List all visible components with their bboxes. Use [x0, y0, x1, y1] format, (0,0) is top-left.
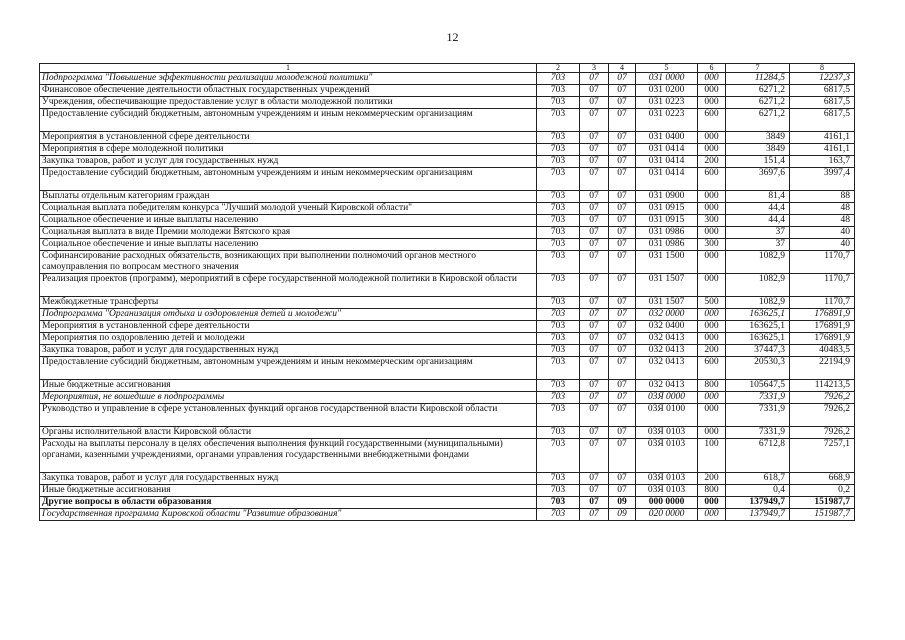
- cell-amount-year2: 7926,2: [790, 392, 855, 404]
- cell-expense-type: 000: [698, 404, 726, 427]
- cell-amount-year1: 1082,9: [726, 297, 790, 309]
- cell-expense-type: 000: [698, 274, 726, 297]
- table-row: [40, 427, 855, 439]
- row-name: Другие вопросы в области образования: [40, 497, 537, 509]
- cell-expense-type: 000: [698, 73, 726, 85]
- cell-target-article: 03Я 0000: [636, 392, 698, 404]
- cell-amount-year1: 3849: [726, 132, 790, 144]
- cell-section: 07: [580, 345, 609, 357]
- cell-target-article: 031 0000: [636, 73, 698, 85]
- cell-amount-year2: 1170,7: [790, 274, 855, 297]
- cell-target-article: 032 0413: [636, 333, 698, 345]
- table-row: [40, 404, 855, 427]
- cell-code-admin: 703: [537, 132, 580, 144]
- row-name: Выплаты отдельным категориям граждан: [40, 191, 537, 203]
- cell-target-article: 031 0223: [636, 109, 698, 132]
- cell-code-admin: 703: [537, 321, 580, 333]
- row-name: Мероприятия в установленной сфере деятельности: [40, 132, 537, 144]
- table-row: [40, 156, 855, 168]
- cell-expense-type: 300: [698, 239, 726, 251]
- cell-target-article: 020 0000: [636, 509, 698, 521]
- cell-target-article: 031 0414: [636, 156, 698, 168]
- cell-subsection: 07: [609, 357, 636, 380]
- cell-code-admin: 703: [537, 427, 580, 439]
- cell-subsection: 07: [609, 427, 636, 439]
- cell-amount-year1: 44,4: [726, 215, 790, 227]
- cell-code-admin: 703: [537, 473, 580, 485]
- cell-amount-year2: 668,9: [790, 473, 855, 485]
- cell-amount-year2: 151987,7: [790, 497, 855, 509]
- row-name: Финансовое обеспечение деятельности областных государственных учреждений: [40, 85, 537, 97]
- cell-section: 07: [580, 239, 609, 251]
- cell-amount-year1: 6271,2: [726, 85, 790, 97]
- cell-code-admin: 703: [537, 144, 580, 156]
- cell-target-article: 031 0400: [636, 132, 698, 144]
- cell-amount-year2: 88: [790, 191, 855, 203]
- header-row: [40, 64, 855, 73]
- table-row: [40, 85, 855, 97]
- cell-section: 07: [580, 203, 609, 215]
- row-name: Мероприятия по оздоровлению детей и молодежи: [40, 333, 537, 345]
- cell-target-article: 032 0413: [636, 380, 698, 392]
- row-name: Социальное обеспечение и иные выплаты населению: [40, 239, 537, 251]
- cell-amount-year1: 7331,9: [726, 404, 790, 427]
- cell-section: 07: [580, 168, 609, 191]
- cell-subsection: 07: [609, 97, 636, 109]
- row-name: Предоставление субсидий бюджетным, автономным учреждениям и иным некоммерческим организациям: [40, 168, 537, 191]
- cell-amount-year1: 37: [726, 239, 790, 251]
- table-row: [40, 274, 855, 297]
- cell-subsection: 07: [609, 203, 636, 215]
- cell-amount-year1: 163625,1: [726, 333, 790, 345]
- row-name: Подпрограмма "Организация отдыха и оздоровления детей и молодежи": [40, 309, 537, 321]
- cell-amount-year2: 114213,5: [790, 380, 855, 392]
- cell-expense-type: 000: [698, 509, 726, 521]
- cell-expense-type: 000: [698, 497, 726, 509]
- cell-amount-year2: 1170,7: [790, 251, 855, 274]
- cell-subsection: 09: [609, 497, 636, 509]
- table-row: [40, 333, 855, 345]
- row-name: Мероприятия в сфере молодежной политики: [40, 144, 537, 156]
- cell-expense-type: 300: [698, 215, 726, 227]
- cell-section: 07: [580, 251, 609, 274]
- cell-code-admin: 703: [537, 191, 580, 203]
- cell-amount-year1: 163625,1: [726, 321, 790, 333]
- cell-section: 07: [580, 97, 609, 109]
- cell-subsection: 07: [609, 321, 636, 333]
- cell-amount-year2: 0,2: [790, 485, 855, 497]
- cell-section: 07: [580, 132, 609, 144]
- row-name: Иные бюджетные ассигнования: [40, 485, 537, 497]
- table-row: [40, 132, 855, 144]
- cell-code-admin: 703: [537, 109, 580, 132]
- cell-code-admin: 703: [537, 497, 580, 509]
- table-row: [40, 380, 855, 392]
- cell-subsection: 07: [609, 132, 636, 144]
- cell-amount-year2: 176891,9: [790, 309, 855, 321]
- cell-subsection: 07: [609, 109, 636, 132]
- cell-section: 07: [580, 109, 609, 132]
- cell-section: 07: [580, 85, 609, 97]
- row-name: Предоставление субсидий бюджетным, автономным учреждениям и иным некоммерческим организациям: [40, 109, 537, 132]
- row-name: Иные бюджетные ассигнования: [40, 380, 537, 392]
- cell-amount-year1: 105647,5: [726, 380, 790, 392]
- row-name: Руководство и управление в сфере установленных функций органов государственной власти Кировской области: [40, 404, 537, 427]
- cell-amount-year2: 7926,2: [790, 404, 855, 427]
- cell-code-admin: 703: [537, 357, 580, 380]
- header-cell: 6: [698, 64, 726, 73]
- cell-amount-year1: 151,4: [726, 156, 790, 168]
- cell-target-article: 031 0915: [636, 215, 698, 227]
- cell-target-article: 032 0413: [636, 357, 698, 380]
- row-name: Реализация проектов (программ), мероприятий в сфере государственной молодежной политики в Кировской области: [40, 274, 537, 297]
- cell-expense-type: 600: [698, 168, 726, 191]
- cell-target-article: 031 0223: [636, 97, 698, 109]
- cell-section: 07: [580, 509, 609, 521]
- cell-target-article: 000 0000: [636, 497, 698, 509]
- cell-subsection: 07: [609, 392, 636, 404]
- cell-amount-year1: 6712,8: [726, 439, 790, 473]
- cell-subsection: 07: [609, 239, 636, 251]
- table-row: [40, 392, 855, 404]
- cell-expense-type: 000: [698, 144, 726, 156]
- cell-amount-year2: 176891,9: [790, 321, 855, 333]
- cell-target-article: 03Я 0103: [636, 485, 698, 497]
- cell-target-article: 031 1507: [636, 274, 698, 297]
- row-name: Софинансирование расходных обязательств, возникающих при выполнении полномочий органов местного самоуправления по вопросам местного значения: [40, 251, 537, 274]
- cell-target-article: 031 0414: [636, 144, 698, 156]
- cell-subsection: 07: [609, 274, 636, 297]
- table-row: [40, 297, 855, 309]
- row-name: Закупка товаров, работ и услуг для государственных нужд: [40, 345, 537, 357]
- cell-amount-year2: 4161,1: [790, 144, 855, 156]
- cell-subsection: 07: [609, 227, 636, 239]
- cell-code-admin: 703: [537, 203, 580, 215]
- cell-expense-type: 200: [698, 345, 726, 357]
- cell-amount-year1: 7331,9: [726, 392, 790, 404]
- cell-amount-year1: 20530,3: [726, 357, 790, 380]
- cell-subsection: 07: [609, 215, 636, 227]
- row-name: Межбюджетные трансферты: [40, 297, 537, 309]
- cell-expense-type: 000: [698, 85, 726, 97]
- cell-expense-type: 000: [698, 132, 726, 144]
- cell-amount-year1: 81,4: [726, 191, 790, 203]
- cell-code-admin: 703: [537, 380, 580, 392]
- cell-target-article: 031 1500: [636, 251, 698, 274]
- cell-amount-year1: 11284,5: [726, 73, 790, 85]
- header-cell: 2: [537, 64, 580, 73]
- table-row: [40, 215, 855, 227]
- cell-section: 07: [580, 73, 609, 85]
- cell-amount-year2: 6817,5: [790, 85, 855, 97]
- cell-expense-type: 800: [698, 380, 726, 392]
- table-row: [40, 509, 855, 521]
- cell-code-admin: 703: [537, 156, 580, 168]
- cell-target-article: 031 0986: [636, 227, 698, 239]
- header-cell: 4: [609, 64, 636, 73]
- cell-amount-year1: 618,7: [726, 473, 790, 485]
- cell-code-admin: 703: [537, 274, 580, 297]
- cell-amount-year2: 1170,7: [790, 297, 855, 309]
- cell-subsection: 07: [609, 297, 636, 309]
- table-row: [40, 239, 855, 251]
- cell-subsection: 07: [609, 191, 636, 203]
- row-name: Социальная выплата в виде Премии молодежи Вятского края: [40, 227, 537, 239]
- row-name: Органы исполнительной власти Кировской области: [40, 427, 537, 439]
- cell-expense-type: 000: [698, 333, 726, 345]
- header-cell: 3: [580, 64, 609, 73]
- cell-subsection: 07: [609, 85, 636, 97]
- row-name: Предоставление субсидий бюджетным, автономным учреждениям и иным некоммерческим организациям: [40, 357, 537, 380]
- cell-target-article: 031 0915: [636, 203, 698, 215]
- cell-subsection: 07: [609, 168, 636, 191]
- table-row: [40, 97, 855, 109]
- cell-expense-type: 600: [698, 109, 726, 132]
- cell-code-admin: 703: [537, 345, 580, 357]
- cell-amount-year1: 163625,1: [726, 309, 790, 321]
- cell-code-admin: 703: [537, 404, 580, 427]
- cell-subsection: 07: [609, 345, 636, 357]
- cell-code-admin: 703: [537, 168, 580, 191]
- cell-code-admin: 703: [537, 485, 580, 497]
- table-row: [40, 168, 855, 191]
- cell-target-article: 03Я 0100: [636, 404, 698, 427]
- cell-target-article: 031 1507: [636, 297, 698, 309]
- cell-code-admin: 703: [537, 215, 580, 227]
- row-name: Мероприятия, не вошедшие в подпрограммы: [40, 392, 537, 404]
- table-row: [40, 227, 855, 239]
- row-name: Подпрограмма "Повышение эффективности реализации молодежной политики": [40, 73, 537, 85]
- cell-amount-year2: 151987,7: [790, 509, 855, 521]
- cell-section: 07: [580, 485, 609, 497]
- cell-expense-type: 000: [698, 191, 726, 203]
- cell-section: 07: [580, 439, 609, 473]
- cell-code-admin: 703: [537, 392, 580, 404]
- row-name: Мероприятия в установленной сфере деятельности: [40, 321, 537, 333]
- cell-amount-year2: 6817,5: [790, 97, 855, 109]
- cell-amount-year2: 12237,3: [790, 73, 855, 85]
- table-row: [40, 497, 855, 509]
- cell-expense-type: 000: [698, 309, 726, 321]
- cell-target-article: 032 0400: [636, 321, 698, 333]
- cell-expense-type: 200: [698, 156, 726, 168]
- cell-target-article: 03Я 0103: [636, 439, 698, 473]
- cell-section: 07: [580, 392, 609, 404]
- table-row: [40, 144, 855, 156]
- cell-amount-year1: 7331,9: [726, 427, 790, 439]
- cell-subsection: 07: [609, 404, 636, 427]
- cell-code-admin: 703: [537, 439, 580, 473]
- cell-expense-type: 000: [698, 427, 726, 439]
- table-row: [40, 473, 855, 485]
- cell-code-admin: 703: [537, 251, 580, 274]
- cell-subsection: 07: [609, 439, 636, 473]
- cell-section: 07: [580, 321, 609, 333]
- cell-section: 07: [580, 333, 609, 345]
- cell-expense-type: 600: [698, 357, 726, 380]
- row-name: Закупка товаров, работ и услуг для государственных нужд: [40, 156, 537, 168]
- cell-amount-year2: 4161,1: [790, 132, 855, 144]
- cell-expense-type: 000: [698, 321, 726, 333]
- cell-amount-year1: 37447,3: [726, 345, 790, 357]
- cell-code-admin: 703: [537, 227, 580, 239]
- cell-section: 07: [580, 427, 609, 439]
- row-name: Закупка товаров, работ и услуг для государственных нужд: [40, 473, 537, 485]
- page-number: 12: [446, 30, 459, 44]
- cell-subsection: 07: [609, 473, 636, 485]
- table-row: [40, 73, 855, 85]
- cell-section: 07: [580, 497, 609, 509]
- cell-amount-year1: 0,4: [726, 485, 790, 497]
- cell-amount-year2: 40: [790, 239, 855, 251]
- cell-target-article: 032 0413: [636, 345, 698, 357]
- cell-amount-year2: 163,7: [790, 156, 855, 168]
- cell-expense-type: 000: [698, 392, 726, 404]
- table-row: [40, 357, 855, 380]
- cell-amount-year1: 6271,2: [726, 109, 790, 132]
- cell-section: 07: [580, 380, 609, 392]
- cell-section: 07: [580, 215, 609, 227]
- row-name: Государственная программа Кировской области "Развитие образования": [40, 509, 537, 521]
- cell-amount-year1: 1082,9: [726, 251, 790, 274]
- cell-target-article: 031 0200: [636, 85, 698, 97]
- cell-subsection: 07: [609, 333, 636, 345]
- cell-amount-year2: 40483,5: [790, 345, 855, 357]
- cell-section: 07: [580, 227, 609, 239]
- cell-amount-year2: 6817,5: [790, 109, 855, 132]
- cell-amount-year2: 48: [790, 215, 855, 227]
- cell-section: 07: [580, 404, 609, 427]
- cell-subsection: 07: [609, 73, 636, 85]
- cell-expense-type: 800: [698, 485, 726, 497]
- table-row: [40, 109, 855, 132]
- cell-target-article: 032 0000: [636, 309, 698, 321]
- table-row: [40, 485, 855, 497]
- cell-amount-year2: 22194,9: [790, 357, 855, 380]
- cell-expense-type: 000: [698, 203, 726, 215]
- cell-amount-year2: 48: [790, 203, 855, 215]
- cell-expense-type: 000: [698, 251, 726, 274]
- cell-subsection: 07: [609, 251, 636, 274]
- cell-code-admin: 703: [537, 333, 580, 345]
- header-cell: 7: [726, 64, 790, 73]
- cell-section: 07: [580, 274, 609, 297]
- header-cell: 1: [40, 64, 537, 73]
- cell-section: 07: [580, 144, 609, 156]
- table-row: [40, 191, 855, 203]
- cell-target-article: 031 0414: [636, 168, 698, 191]
- table-row: [40, 309, 855, 321]
- cell-target-article: 031 0986: [636, 239, 698, 251]
- cell-code-admin: 703: [537, 509, 580, 521]
- cell-subsection: 07: [609, 380, 636, 392]
- cell-amount-year1: 1082,9: [726, 274, 790, 297]
- cell-section: 07: [580, 357, 609, 380]
- row-name: Социальная выплата победителям конкурса "Лучший молодой ученый Кировской области": [40, 203, 537, 215]
- cell-target-article: 03Я 0103: [636, 427, 698, 439]
- cell-amount-year1: 3849: [726, 144, 790, 156]
- cell-expense-type: 000: [698, 97, 726, 109]
- table-row: [40, 251, 855, 274]
- cell-section: 07: [580, 473, 609, 485]
- cell-amount-year2: 7257,1: [790, 439, 855, 473]
- row-name: Расходы на выплаты персоналу в целях обеспечения выполнения функций государственными (муниципальными) органами, казенными учреждениями, органами управления государственными внебюджетными фондами: [40, 439, 537, 473]
- cell-expense-type: 100: [698, 439, 726, 473]
- cell-expense-type: 000: [698, 227, 726, 239]
- cell-section: 07: [580, 156, 609, 168]
- cell-code-admin: 703: [537, 309, 580, 321]
- cell-amount-year2: 40: [790, 227, 855, 239]
- cell-amount-year1: 137949,7: [726, 509, 790, 521]
- cell-code-admin: 703: [537, 85, 580, 97]
- cell-subsection: 07: [609, 156, 636, 168]
- row-name: Социальное обеспечение и иные выплаты населению: [40, 215, 537, 227]
- cell-amount-year2: 3997,4: [790, 168, 855, 191]
- cell-section: 07: [580, 191, 609, 203]
- cell-subsection: 07: [609, 144, 636, 156]
- cell-section: 07: [580, 309, 609, 321]
- cell-expense-type: 500: [698, 297, 726, 309]
- row-name: Учреждения, обеспечивающие предоставление услуг в области молодежной политики: [40, 97, 537, 109]
- cell-amount-year1: 137949,7: [726, 497, 790, 509]
- table-row: [40, 321, 855, 333]
- cell-amount-year2: 176891,9: [790, 333, 855, 345]
- cell-subsection: 09: [609, 509, 636, 521]
- cell-amount-year1: 6271,2: [726, 97, 790, 109]
- header-cell: 5: [636, 64, 698, 73]
- cell-code-admin: 703: [537, 239, 580, 251]
- header-cell: 8: [790, 64, 855, 73]
- cell-amount-year1: 37: [726, 227, 790, 239]
- table-row: [40, 203, 855, 215]
- cell-code-admin: 703: [537, 73, 580, 85]
- table-row: [40, 345, 855, 357]
- budget-table: [39, 63, 855, 521]
- cell-expense-type: 200: [698, 473, 726, 485]
- cell-target-article: 03Я 0103: [636, 473, 698, 485]
- cell-target-article: 031 0900: [636, 191, 698, 203]
- table-row: [40, 439, 855, 473]
- cell-amount-year2: 7926,2: [790, 427, 855, 439]
- cell-section: 07: [580, 297, 609, 309]
- cell-subsection: 07: [609, 309, 636, 321]
- cell-code-admin: 703: [537, 297, 580, 309]
- cell-code-admin: 703: [537, 97, 580, 109]
- cell-amount-year1: 44,4: [726, 203, 790, 215]
- cell-amount-year1: 3697,6: [726, 168, 790, 191]
- cell-subsection: 07: [609, 485, 636, 497]
